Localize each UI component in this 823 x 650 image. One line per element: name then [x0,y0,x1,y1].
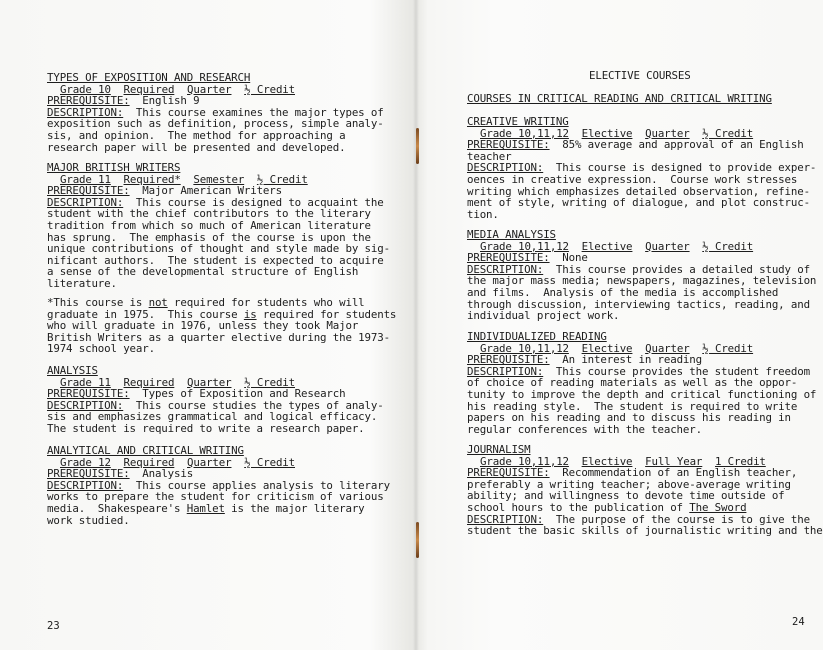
description-line: research paper will be presented and developed. [47,140,346,154]
course-title: TYPES OF EXPOSITION AND RESEARCH [47,71,251,84]
description-line: papers on his reading and to discuss his reading in [467,411,791,425]
description-line: The student is required to write a research paper. [47,421,365,435]
description-line: student the basic skills of journalistic writing and the [467,524,823,538]
prerequisite-label: PREREQUISITE: [467,138,550,152]
course-journalism: JOURNALISM Grade 10,11,12 Elective Full Year 1 Credit PREREQUISITE: Recommendation of an English teacher, preferably a writing teacher; above-average writing ability; and willingness to devote time outside of school hours to the publication of The Sword DESCRIPTION: The purpose of the course is to give the student the basic skills of journalistic writing and the [467,443,823,538]
description-line: literature. [47,276,117,290]
prerequisite-line: preferably a writing teacher; above-average writing [467,477,791,491]
prerequisite-line: teacher [467,149,512,163]
prerequisite-label: PREREQUISITE: [467,466,550,480]
description-line: tradition from which so much of American literature [47,218,371,232]
prerequisite-value: Analysis [142,467,194,481]
course-title: ANALYSIS [47,364,98,377]
course-meta: Grade 10,11,12 Elective Quarter ½ Credit [480,341,754,355]
course-analysis: ANALYSIS Grade 11 Required Quarter ½ Credit PREREQUISITE: Types of Exposition and Research DESCRIPTION: This course studies the types of analy- sis and emphasizes grammatical and logical efficacy. The student is required to write a research paper. [47,365,392,435]
description-label: DESCRIPTION: [467,512,544,526]
description-line: the major mass media; newspapers, magazines, television [467,274,817,288]
description-line: ment of style, writing of dialogue, and plot construc- [467,196,810,210]
course-types-of-exposition: TYPES OF EXPOSITION AND RESEARCH Grade 10 Required Quarter ½ Credit PREREQUISITE: English 9 DESCRIPTION: This course examines the major types of exposition such as definition, process, simple analy- sis, and opinion. The method for approaching a research paper will be presented and developed. [47,72,392,153]
description-line: oences in creative expression. Course work stresses [467,172,798,186]
description-line: a sense of the developmental structure of English [47,265,359,279]
description-line: unique contributions of thought and style made by sig- [47,242,390,256]
prerequisite-value: Major American Writers [142,184,282,198]
course-title: JOURNALISM [467,443,531,456]
course-title: MAJOR BRITISH WRITERS [47,161,181,174]
description-line: student with the chief contributors to the literary [47,207,371,221]
description-line: and films. Analysis of the media is accomplished [467,285,779,299]
description-line: has sprung. The emphasis of the course is upon the [47,230,371,244]
prerequisite-label: PREREQUISITE: [47,467,130,481]
course-creative-writing: CREATIVE WRITING Grade 10,11,12 Elective Quarter ½ Credit PREREQUISITE: 85% average and approval of an English teacher DESCRIPTION: This course is designed to provide exper- oences in creative expression. Course work stresses writing which emphasizes detailed observation, refine- ment of style, writing of dialogue, and plot construc- tion. [467,115,817,221]
footnote: *This course is not required for students who will graduate in 1975. This course is required for students who will graduate in 1976, unless they took Major British Writers as a quarter elective during the 1973- 1974 school year. [47,296,397,356]
prerequisite-line: school hours to the publication of The Sword [467,500,747,514]
prerequisite-label: PREREQUISITE: [47,184,130,198]
description-label: DESCRIPTION: [467,364,544,378]
course-title: MEDIA ANALYSIS [467,228,556,241]
course-meta: Grade 10 Required Quarter ½ Credit [60,82,295,96]
course-title: INDIVIDUALIZED READING [467,330,607,343]
page-number-right: 24 [792,616,805,628]
description-line: exposition such as definition, process, simple analy- [47,117,384,131]
page-subheading: COURSES IN CRITICAL READING AND CRITICAL WRITING [467,92,772,105]
course-meta: Grade 11 Required* Semester ½ Credit [60,172,308,186]
prerequisite-value: Types of Exposition and Research [142,387,346,401]
prerequisite-label: PREREQUISITE: [467,251,550,265]
course-title: ANALYTICAL AND CRITICAL WRITING [47,444,244,457]
description-line: of choice of reading materials as well as the oppor- [467,376,798,390]
description-line: sis and emphasizes grammatical and logical efficacy. [47,410,378,424]
page-number-left: 23 [47,620,60,632]
page-heading: ELECTIVE COURSES [589,69,691,82]
description-line: work studied. [47,513,130,527]
description-label: DESCRIPTION: [47,398,124,412]
description-label: DESCRIPTION: [47,195,124,209]
prerequisite-value: English 9 [142,94,200,108]
description-line: tion. [467,207,499,221]
description-line: writing which emphasizes detailed observation, refine- [467,184,810,198]
prerequisite-label: PREREQUISITE: [47,387,130,401]
course-meta: Grade 10,11,12 Elective Quarter ½ Credit [480,126,754,140]
description-line: his reading style. The student is required to write [467,399,798,413]
course-major-british-writers: MAJOR BRITISH WRITERS Grade 11 Required* Semester ½ Credit PREREQUISITE: Major American Writers DESCRIPTION: This course is designed to acquaint the student with the chief contributors to the literary tradition from which so much of American literature has sprung. The emphasis of the course is upon the unique contributions of thought and style made by sig- nificant authors. The student is expected to acquire a sense of the developmental structure of English literature. [47,162,392,290]
description-line: regular conferences with the teacher. [467,422,702,436]
description-line: tunity to improve the depth and critical functioning of [467,387,817,401]
description-line: individual project work. [467,309,620,323]
prerequisite-label: PREREQUISITE: [47,94,130,108]
description-line: through discussion, interviewing tactics, reading, and [467,297,810,311]
description-line: sis, and opinion. The method for approaching a [47,128,346,142]
description-line: media. Shakespeare's Hamlet is the major literary [47,501,365,515]
description-line: works to prepare the student for criticism of various [47,490,384,504]
course-meta: Grade 10,11,12 Elective Full Year 1 Credit [480,454,766,468]
description-label: DESCRIPTION: [467,161,544,175]
staple-bottom [416,522,419,558]
course-media-analysis: MEDIA ANALYSIS Grade 10,11,12 Elective Quarter ½ Credit PREREQUISITE: None DESCRIPTION: This course provides a detailed study of the major mass media; newspapers, magazines, television and films. Analysis of the media is accomplished through discussion, interviewing tactics, reading, and individual project work. [467,228,817,323]
course-individualized-reading: INDIVIDUALIZED READING Grade 10,11,12 Elective Quarter ½ Credit PREREQUISITE: An interest in reading DESCRIPTION: This course provides the student freedom of choice of reading materials as well as the oppor- tunity to improve the depth and critical functioning of his reading style. The student is required to write papers on his reading and to discuss his reading in regular conferences with the teacher. [467,330,817,436]
course-analytical-critical-writing: ANALYTICAL AND CRITICAL WRITING Grade 12 Required Quarter ½ Credit PREREQUISITE: Analysis DESCRIPTION: This course applies analysis to literary works to prepare the student for criticism of various media. Shakespeare's Hamlet is the major literary work studied. [47,445,392,526]
staple-top [416,128,419,164]
course-title: CREATIVE WRITING [467,115,569,128]
description-label: DESCRIPTION: [47,478,124,492]
course-meta: Grade 11 Required Quarter ½ Credit [60,375,295,389]
description-label: DESCRIPTION: [467,262,544,276]
description-line: nificant authors. The student is expected to acquire [47,253,384,267]
prerequisite-label: PREREQUISITE: [467,353,550,367]
course-meta: Grade 10,11,12 Elective Quarter ½ Credit [480,239,754,253]
description-label: DESCRIPTION: [47,105,124,119]
prerequisite-line: ability; and willingness to devote time outside of [467,489,785,503]
course-meta: Grade 12 Required Quarter ½ Credit [60,455,295,469]
